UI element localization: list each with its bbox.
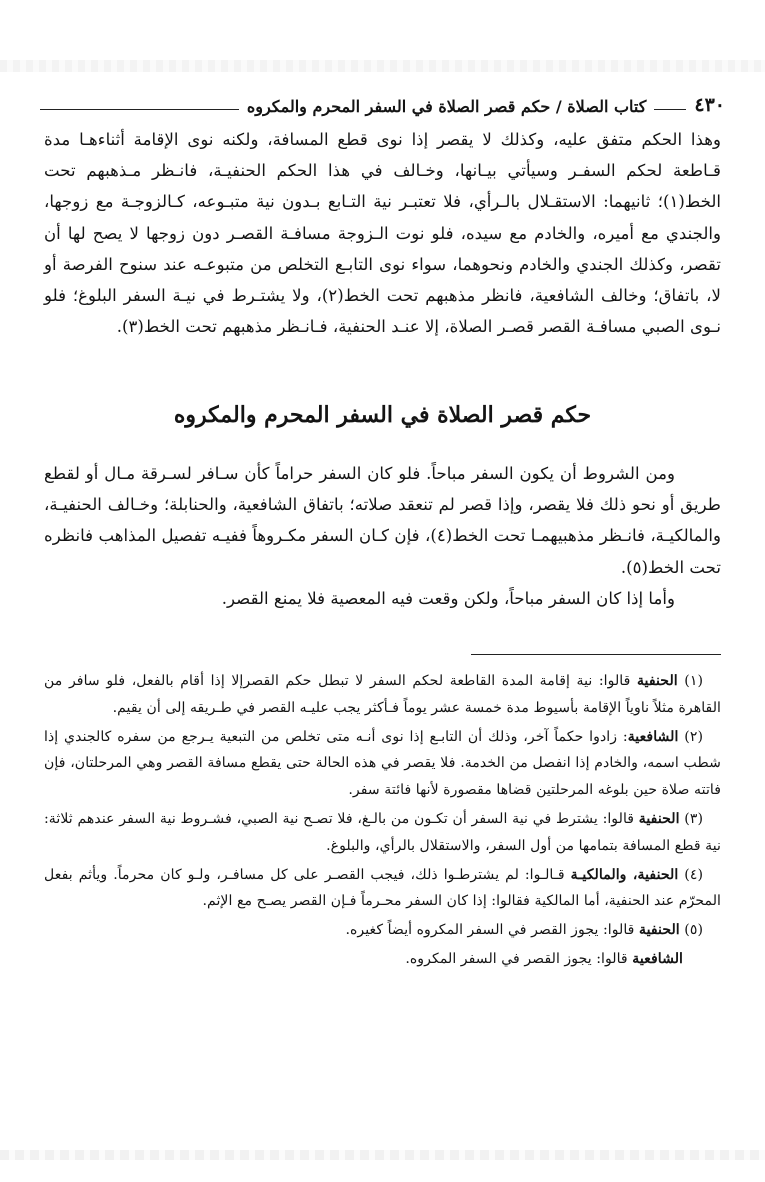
footnote-number: (٥) <box>684 922 703 939</box>
footnote-4 <box>44 862 721 916</box>
section-paragraph-1: ومن الشروط أن يكون السفر مباحاً. فلو كان السفر حراماً كأن سـافر لسـرقة مـال أو لقطع طريق أو نحو ذلك فلا يقصر، وإذا قصر لم تنعقد صلاته؛ باتفاق الشافعية، والحنابلة؛ وخـالف الحنفيـة، والمالكيـة، فانـظر مذهبيهمـا تحت الخط(٤)، فإن كـان السفر مكـروهاً ففيـه تفصيل المذاهب فانظره تحت الخط(٥). <box>44 464 721 577</box>
page-number: ٤٣٠ <box>694 94 725 116</box>
scan-noise-top <box>0 60 765 72</box>
scan-noise-bottom <box>0 1150 765 1160</box>
footnote-number: (٣) <box>684 810 703 827</box>
footnote-text: قالوا: يجوز القصر في السفر المكروه أيضاً كغيره. <box>345 922 635 939</box>
running-title: كتاب الصلاة / حكم قصر الصلاة في السفر المحرم والمكروه <box>246 97 647 116</box>
footnote-school: الحنفية <box>636 673 678 689</box>
footnote-school: الحنفية <box>638 810 680 827</box>
header-rule-short <box>654 109 686 110</box>
footnote-number: (٤) <box>684 866 703 883</box>
footnote-school: الحنفية، والمالكيـة <box>570 866 679 883</box>
footnote-school: الشافعية <box>627 728 679 745</box>
footnote-5 <box>44 917 721 944</box>
footnotes <box>44 668 721 975</box>
footnote-2 <box>44 724 721 804</box>
footnote-separator <box>471 654 721 655</box>
footnote-number: (٢) <box>684 728 703 745</box>
footnote-school: الشافعية <box>632 950 683 967</box>
footnote-text: قـالـوا: لم يشترطـوا ذلك، فيجب القصـر على كل مسافـر، ولـو كان محرماً. ويأثم بفعل المحرّم عند الحنفية، أما المالكية فقالوا: إذا كان السفر محـرماً فـإن القصر يصـح مع الإثم. <box>44 866 721 910</box>
body-paragraph: وهذا الحكم متفق عليه، وكذلك لا يقصر إذا نوى قطع المسافة، ولكنه نوى الإقامة أثناءهـا مدة قـاطعة لحكم السفـر وسيأتي بيـانها، وخـالف في هذا الحكم الحنفيـة، فانـظر مـذهبهم تحت الخط(١)؛ ثانيهما: الاستقـلال بالـرأي، فلا تعتبـر نية التـابع بـدون نية متبـوعه، كـالزوجـة مع زوجها، والجندي مع أميره، والخادم مع سيده، فلو نوت الـزوجة مسافـة القصـر دون زوجها لا يصح لها أن تقصر، وكذلك الجندي والخادم ونحوهما، سواء نوى التابـع التخلص من متبوعـه عند سنوح الفرصة أو لا، باتفاق؛ وخالف الشافعية، فانظر مذهبهم تحت الخط(٢)، ولا يشتـرط في نيـة السفر البلوغ؛ فلو نـوى الصبي مسافـة القصر قصـر الصلاة، إلا عنـد الحنفية، فـانـظر مذهبهم تحت الخط(٣). <box>44 130 721 337</box>
footnote-text: قالوا: نية إقامة المدة القاطعة لحكم السفر لا تبطل حكم القصرإلا إذا أقام بالفعل، فلو سافر من القاهرة مثلاً ناوياً الإقامة بأسيوط مدة خمسة عشر يوماً فـأكثر يجب عليـه القصر في طـريقه إلى أن يقيم. <box>44 673 721 716</box>
footnote-text: : زادوا حكماً آخر، وذلك أن التابـع إذا نوى أنـه متى تخلص من التبعية يـرجع من سفره كالجندي إذا شطب اسمه، والخادم إذا انفصل من الخدمة. فلا يقصر في هذه الحالة حتى يقطع مسافة القصر وهي المرحلتان، فإن فاتته صلاة حين بلوغه المرحلتين قضاها مقصورة لأنها فائتة سفر. <box>44 728 721 799</box>
footnote-3 <box>44 806 721 860</box>
main-text <box>44 124 721 342</box>
section-heading: حكم قصر الصلاة في السفر المحرم والمكروه <box>173 402 592 428</box>
running-header <box>40 90 725 116</box>
footnote-1 <box>44 668 721 722</box>
footnote-text: قالوا: يشترط في نية السفر أن تكـون من بالـغ، فلا تصـح نية الصبي، فشـروط نية السفر عندهم ثلاثة: نية قطع المسافة بتمامها من أول السفر، والاستقلال بالرأي، والبلوغ. <box>44 810 721 854</box>
footnote-text: قالوا: يجوز القصر في السفر المكروه. <box>405 950 628 967</box>
footnote-school: الحنفية <box>638 922 680 939</box>
section-text <box>44 458 721 614</box>
header-rule-long <box>40 109 239 110</box>
footnote-5-continued <box>44 946 721 973</box>
footnote-number: (١) <box>684 673 703 689</box>
section-paragraph-2: وأما إذا كان السفر مباحاً، ولكن وقعت فيه المعصية فلا يمنع القصر. <box>221 588 675 608</box>
